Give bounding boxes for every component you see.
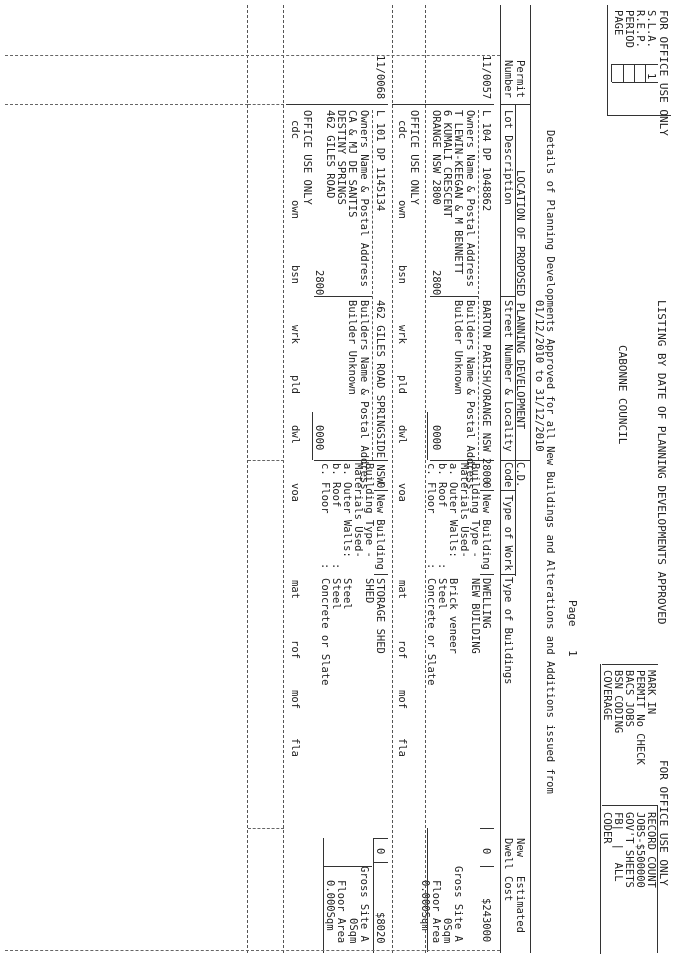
record-1-code: 0 xyxy=(480,482,492,489)
record-2-materials-label: Materials Used- xyxy=(352,463,364,558)
govt-sheets-label: GOV'T SHEETS xyxy=(623,812,635,888)
record-1-site-value: 0Sqm xyxy=(441,918,453,944)
record-divider xyxy=(430,460,494,461)
record-2-roof-label: b. Roof xyxy=(330,463,342,508)
office-left-rep-label: R.E.P. xyxy=(634,10,646,48)
code-pld: pld xyxy=(289,375,301,394)
code-voa: voa xyxy=(396,483,408,502)
record-divider xyxy=(374,862,388,863)
record-1-area-rule xyxy=(427,828,428,952)
record-1-outer-walls: Brick veneer xyxy=(447,578,459,654)
col-lot-description: Lot Description xyxy=(502,110,514,205)
record-1-site-label: Gross Site A xyxy=(452,866,464,942)
office-left-rule xyxy=(634,64,635,82)
col-type-of-work: Type of Work xyxy=(502,495,514,571)
record-1-permit: 11/0057 xyxy=(480,55,492,100)
record-2-floor: Concrete or Slate xyxy=(319,578,331,686)
record-2-office-use-label: OFFICE USE ONLY xyxy=(301,110,313,205)
record-1-building: DWELLING xyxy=(480,578,492,629)
record-1-owner-line-2: 6 KUMALI CRESCENT xyxy=(441,110,453,218)
col-cd-code: C.D. Code xyxy=(502,462,526,488)
record-2-owner-postcode: 2800 xyxy=(313,270,325,296)
code-wrk: wrk xyxy=(396,325,408,344)
record-1-outer-walls-label: a. Outer Walls: xyxy=(447,463,459,558)
code-cdc: cdc xyxy=(396,120,408,139)
record-1-bottom-separator xyxy=(392,5,393,953)
record-2-owner-line-1: CA & MJ DE SANTIS xyxy=(346,110,358,218)
margin-dashed-rule xyxy=(5,104,248,105)
col-new-dwell: New Dwell xyxy=(502,838,526,870)
record-count-label: RECORD COUNT xyxy=(645,812,657,888)
header-col-divider xyxy=(501,296,516,297)
code-mat: mat xyxy=(289,580,301,599)
record-1-cost: $243000 xyxy=(480,898,492,943)
header-col-divider xyxy=(501,460,531,461)
record-1-builders-label: Builders Name & Postal Address xyxy=(464,300,476,490)
header-top-rule xyxy=(530,5,531,953)
record-2-dashed-rule xyxy=(372,110,373,460)
office-left-rule xyxy=(623,64,624,82)
record-2-area-rule xyxy=(323,838,324,953)
code-mat: mat xyxy=(396,580,408,599)
record-2-building-sub: SHED xyxy=(363,578,375,604)
fb-all-label: FB| | ALL xyxy=(612,812,624,882)
code-voa: voa xyxy=(289,483,301,502)
record-1-floor-area: 0.000Sqm xyxy=(419,880,431,931)
report-title: LISTING BY DATE OF PLANNING DEVELOPMENTS APPROVED xyxy=(655,300,668,625)
record-divider xyxy=(314,296,372,297)
header-bottom-rule xyxy=(500,5,501,953)
record-1-new-dwell: 0 xyxy=(480,848,492,855)
record-1-building-type-label: Building Type - xyxy=(469,463,481,558)
record-2-builders-label: Builders Name & Postal Address xyxy=(358,300,370,490)
record-1-floor-area-label: Floor Area xyxy=(430,880,442,944)
office-left-rule xyxy=(611,64,612,82)
code-rof: rof xyxy=(289,640,301,659)
office-left-bottom-rule xyxy=(607,5,608,115)
bacs-jobs-label: BACS JOBS xyxy=(623,670,635,727)
details-line-1: Details of Planning Developments Approved for all New Buildings and Alterations and Additions issued from xyxy=(544,130,556,794)
record-1-roof: Steel xyxy=(436,578,448,610)
jobs-500000-label: JOBS-$500000 xyxy=(634,812,646,888)
record-1-dashed-rule xyxy=(478,110,479,460)
record-divider xyxy=(480,866,494,867)
code-bsn: bsn xyxy=(289,265,301,284)
margin-dashed-rule xyxy=(5,950,500,951)
record-2-outer-walls: Steel xyxy=(341,578,353,610)
record-2-site-label: Gross Site A xyxy=(358,866,370,942)
margin-dashed-rule xyxy=(5,55,500,56)
record-1-materials-label: Materials Used- xyxy=(458,463,470,558)
record-divider xyxy=(480,490,494,491)
office-left-sla-value: 1 xyxy=(645,73,657,80)
record-1-floor-label: c. Floor xyxy=(425,463,437,514)
record-2-work: New Building xyxy=(374,494,386,570)
code-bsn: bsn xyxy=(396,265,408,284)
record-2-building-type-label: Building Type - xyxy=(363,463,375,558)
record-2-permit: 11/0068 xyxy=(374,55,386,100)
office-left-period-label: PERIOD xyxy=(623,10,635,48)
code-wrk: wrk xyxy=(289,325,301,344)
record-2-owners-label: Owners Name & Postal Address xyxy=(358,110,370,288)
record-2-building: STORAGE SHED xyxy=(374,578,386,654)
col-estimated-cost: Estimated Cost xyxy=(502,876,526,933)
record-2-floor-label: c. Floor xyxy=(319,463,331,514)
location-group-rule xyxy=(515,104,516,460)
record-divider xyxy=(374,838,388,839)
code-dwl: dwl xyxy=(289,425,301,444)
blank-col-rule xyxy=(248,460,284,461)
record-2-floor-area-label: Floor Area xyxy=(335,880,347,944)
record-2-site-value: 0Sqm xyxy=(347,918,359,944)
permit-check-label: PERMIT No CHECK xyxy=(634,670,646,765)
details-line-2: 01/12/2010 to 31/12/2010 xyxy=(533,300,545,452)
record-divider xyxy=(430,296,478,297)
record-1-owner-line-1: T LEWIN-KEEGAN & M BENNETT xyxy=(452,110,464,275)
page-label: Page xyxy=(566,600,579,627)
record-1-owner-line-3: ORANGE NSW 2800 xyxy=(430,110,442,205)
cd-group-rule xyxy=(515,460,516,576)
record-divider xyxy=(480,828,494,829)
record-1-owners-label: Owners Name & Postal Address xyxy=(464,110,476,288)
code-mof: mof xyxy=(396,690,408,709)
record-2-roof: Steel xyxy=(330,578,342,610)
record-2-cost-rule xyxy=(373,838,374,953)
record-1-builder-postcode: 0000 xyxy=(430,425,442,451)
blank-row-rule xyxy=(283,5,284,953)
header-col-divider xyxy=(501,574,516,575)
record-1-building-sub: NEW BUILDING xyxy=(469,578,481,654)
office-left-divider xyxy=(612,82,658,83)
record-2-builder: Builder Unknown xyxy=(346,300,358,395)
col-location-group: LOCATION OF PROPOSED PLANNING DEVELOPMENT xyxy=(514,170,526,430)
record-2-builder-postcode: 0000 xyxy=(313,425,325,451)
header-col-divider xyxy=(501,104,531,105)
record-1-builder: Builder Unknown xyxy=(452,300,464,395)
col-permit-number: Permit Number xyxy=(502,60,526,98)
code-own: own xyxy=(396,200,408,219)
record-divider xyxy=(480,574,494,575)
col-type-of-buildings: Type of Buildings xyxy=(502,577,514,685)
code-cdc: cdc xyxy=(289,120,301,139)
record-1-roof-label: b. Roof xyxy=(436,463,448,508)
record-divider xyxy=(314,460,388,461)
office-left-title: FOR OFFICE USE ONLY xyxy=(657,10,670,136)
col-street: Street Number & Locality xyxy=(502,300,514,452)
record-2-street: 462 GILES ROAD SPRINGSIDE NSW xyxy=(374,300,386,484)
record-2-owner-line-2: DESTINY SPRINGS xyxy=(335,110,347,205)
office-right-top-rule xyxy=(657,805,658,953)
record-2-outer-walls-label: a. Outer Walls: xyxy=(341,463,353,558)
office-left-rule xyxy=(645,64,646,82)
council-name: CABONNE COUNCIL xyxy=(616,345,629,445)
record-1-lot: L 104 DP 1048862 xyxy=(480,110,492,212)
code-mof: mof xyxy=(289,690,301,709)
office-right-title: FOR OFFICE USE ONLY xyxy=(657,760,670,886)
record-1-street: BARTON PARISH/ORANGE NSW 2800 xyxy=(480,300,492,484)
record-1-office-use-label: OFFICE USE ONLY xyxy=(408,110,420,205)
record-2-code: 0 xyxy=(374,482,386,489)
bsn-coding-label: BSN CODING xyxy=(612,670,624,734)
record-2-lot: L 101 DP 1145134 xyxy=(374,110,386,212)
office-right-left-rule xyxy=(602,664,658,665)
code-rof: rof xyxy=(396,640,408,659)
code-fla: fla xyxy=(396,738,408,757)
code-fla: fla xyxy=(289,738,301,757)
record-divider xyxy=(392,104,494,105)
record-divider xyxy=(374,574,388,575)
record-1-owner-postcode: 2800 xyxy=(430,270,442,296)
code-dwl: dwl xyxy=(396,425,408,444)
record-1-work: New Building xyxy=(480,494,492,570)
record-1-voa-rule xyxy=(427,412,428,460)
office-left-right-rule xyxy=(607,115,671,116)
page-number: 1 xyxy=(566,650,579,657)
mark-in-label: MARK IN xyxy=(645,670,657,715)
blank-col-rule xyxy=(248,828,284,829)
record-1-separator xyxy=(425,5,426,953)
record-2-new-dwell: 0 xyxy=(374,848,386,855)
header-col-divider xyxy=(501,490,516,491)
office-left-divider xyxy=(612,64,658,65)
listing-sheet: FOR OFFICE USE ONLY S.L.A. R.E.P. PERIOD PAGE 1 LISTING BY DATE OF PLANNING DEVELOPMENTS APPROVED CABONNE COUNCIL Page 1 Details of Planning Developments Approved for all New Buildings and Alterations and Additions issued from 01/12/2010 to 31/12/2010 FOR OFFICE USE ONLY MARK IN PERMIT No CHECK BACS JOBS BSN CODING COVERAGE RECORD COUNT JOBS-$500000 GOV'T SHEETS FB| | ALL CODER Permit Number Lot Description LOCATION OF PROPOSED PLANNING DEVELOPMENT Street Number & Locality C.D. Code Type of Work Type of Buildings New Dwell Estimated Cost 11/0057 L 104 DP 1048862 BARTON PARISH/ORANGE NSW 2800 Owners Name & Postal Address T LEWIN-KEEGAN & M BENNETT 6 KUMALI CRESCENT ORANGE NSW 2800 2800 Builders Name & Postal Address Builder Unknown 0000 0 New Building DWELLING Building Type - NEW BUILDING Materials Used- a. Outer Walls: Brick veneer b. Roof : Steel c. Floor : Concrete or Slate 0 $243000 Gross Site A 0Sqm Floor Area 0.000Sqm OFFICE USE ONLY cdc own bsn wrk pld dwl voa mat rof mof fla 11/0068 L 101 DP 1145134 462 GILES ROAD SPRINGSIDE NSW Owners Name & Postal Address CA & MJ DE SANTIS DESTINY SPRINGS 462 GILES ROAD 2800 Builders Name & Postal Address Builder Unknown 0000 0 New Building STORAGE SHED Building Type - SHED Materials Used- a. Outer Walls: Steel b. Roof : Steel c. Floor : Concrete or Slate 0 $8020 Gross Site A 0Sqm Floor Area 0.000Sqm OFFICE USE ONLY cdc own bsn wrk pld dwl voa mat rof mof fla xyxy=(0,0,676,956)
record-2-owner-line-3: 462 GILES ROAD xyxy=(324,110,336,199)
coder-label: CODER xyxy=(601,812,613,844)
blank-row-rule xyxy=(247,5,248,953)
code-pld: pld xyxy=(396,375,408,394)
record-2-floor-area: 0.000Sqm xyxy=(324,880,336,931)
record-2-voa-rule xyxy=(312,412,313,460)
office-right-mid-rule xyxy=(602,805,658,806)
record-divider xyxy=(324,866,372,867)
record-divider xyxy=(374,490,388,491)
coverage-label: COVERAGE xyxy=(601,670,613,721)
office-left-page-label: PAGE xyxy=(612,10,624,36)
office-left-sla-label: S.L.A. xyxy=(645,10,657,48)
record-1-floor: Concrete or Slate xyxy=(425,578,437,686)
blank-col-rule xyxy=(248,104,284,105)
office-right-bottom-rule xyxy=(600,664,601,954)
code-own: own xyxy=(289,200,301,219)
record-divider xyxy=(286,104,388,105)
record-2-cost: $8020 xyxy=(374,912,386,944)
